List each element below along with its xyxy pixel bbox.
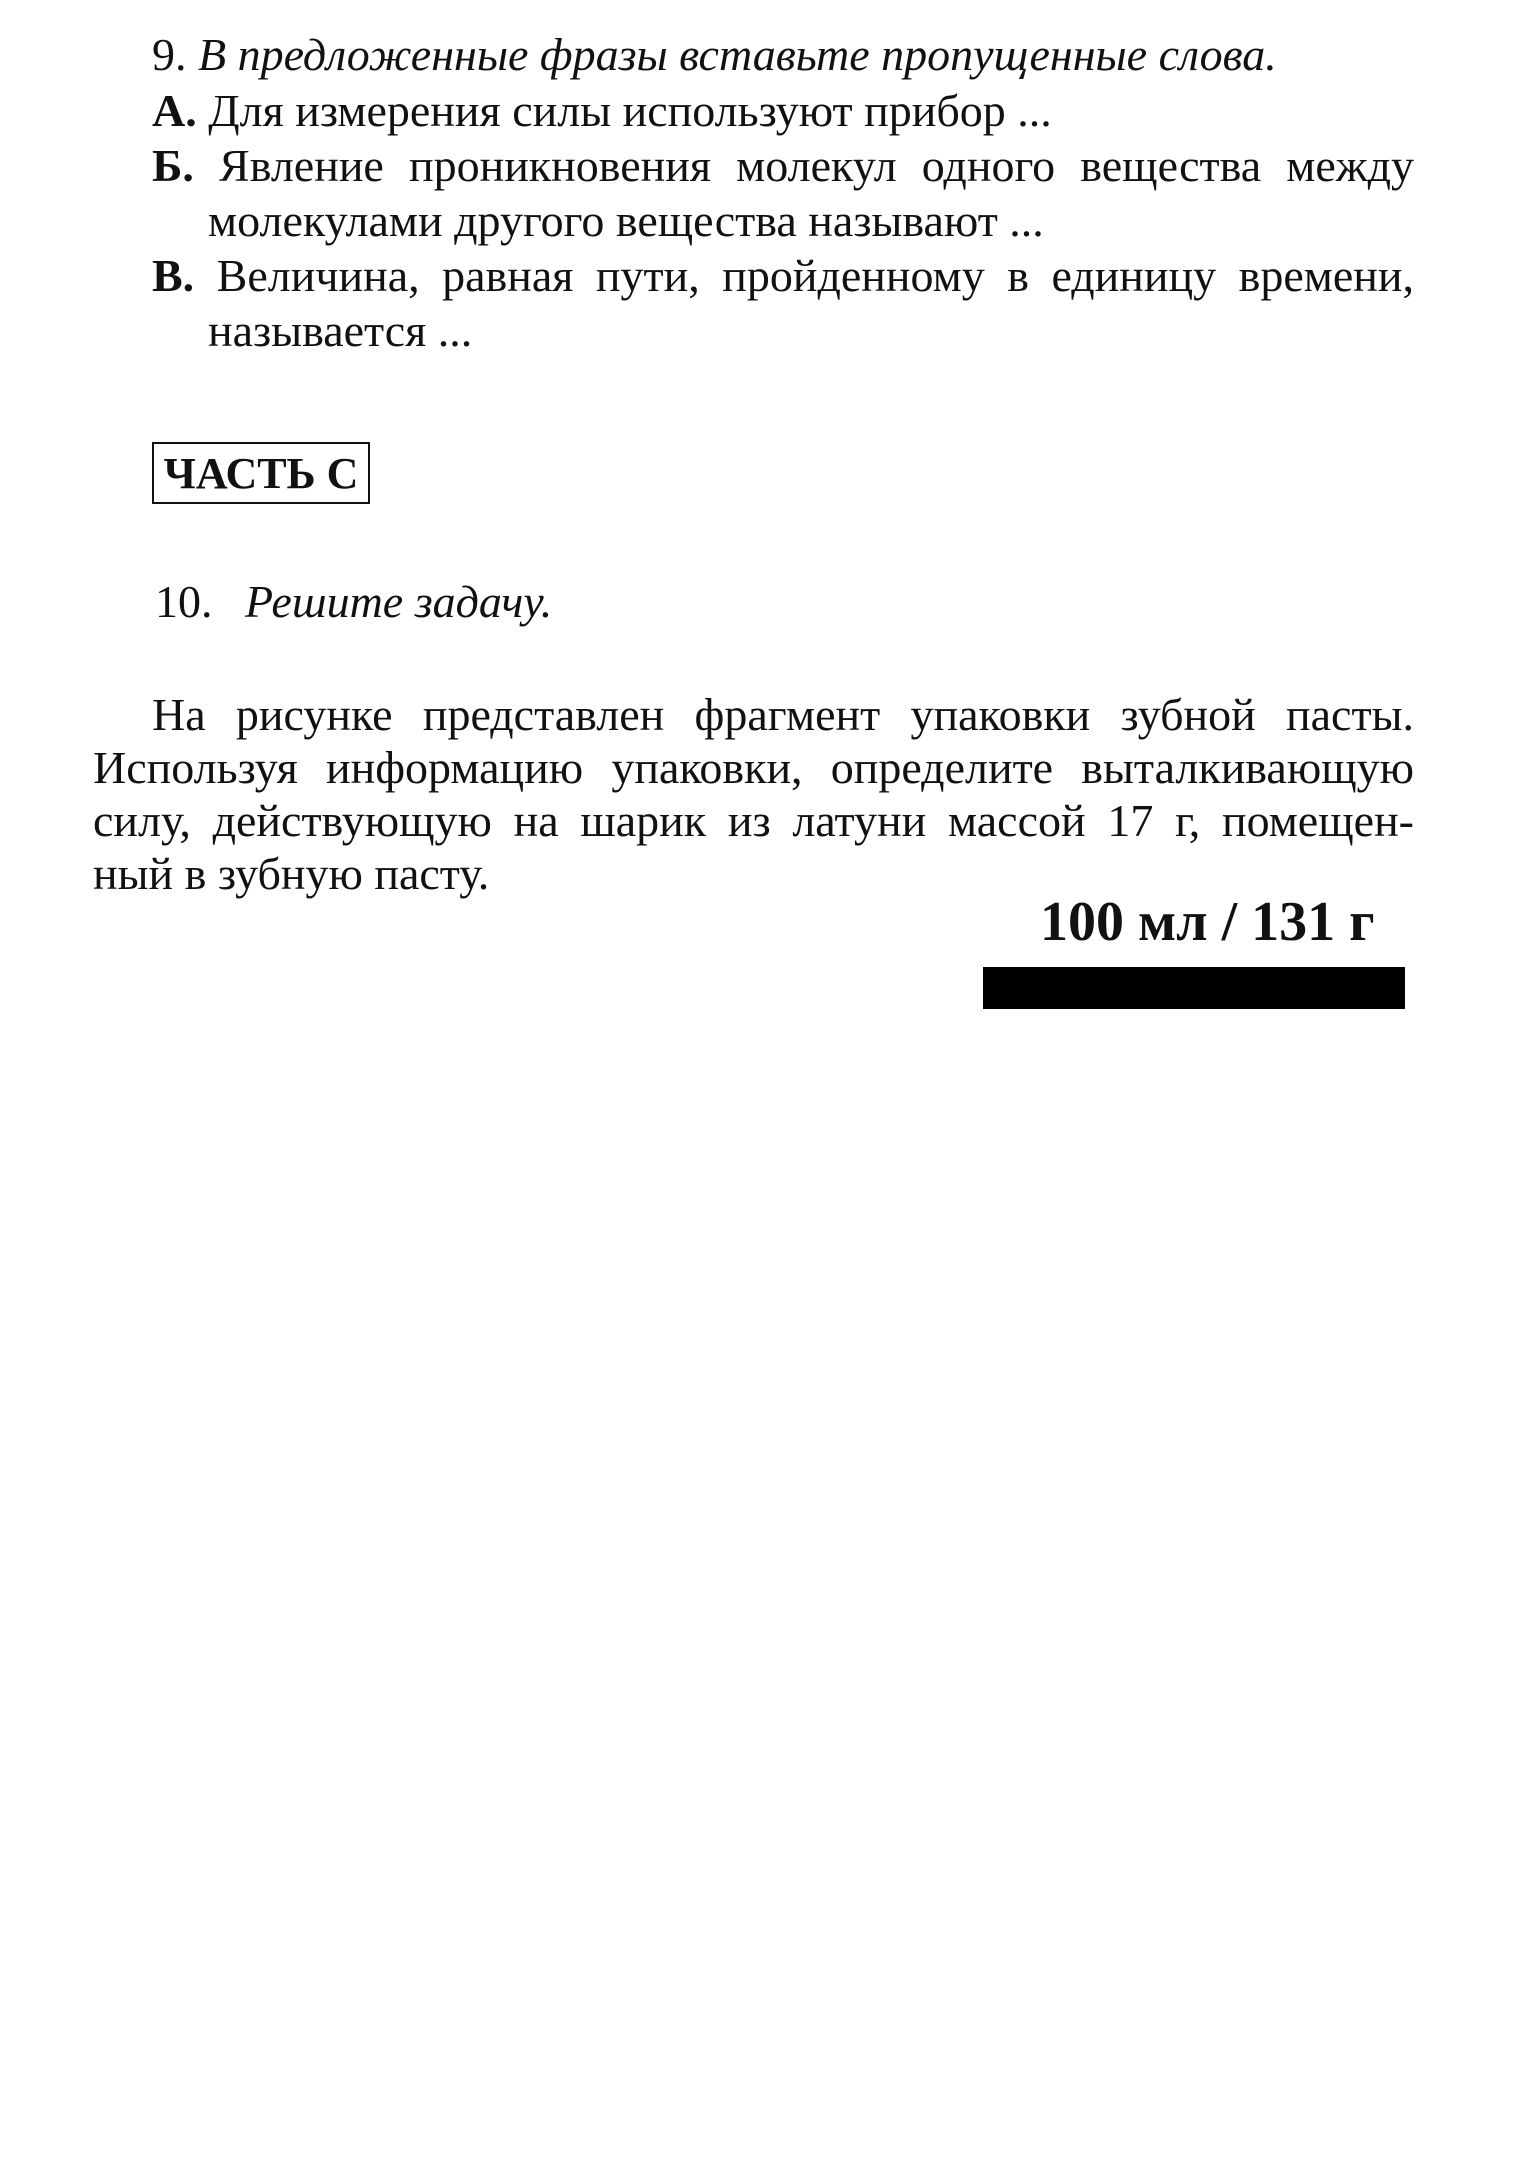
question-10-number: 10. xyxy=(155,576,213,627)
question-9-item-c xyxy=(152,251,1414,302)
question-10-instruction: Решите задачу. xyxy=(245,576,553,627)
item-c-text-line-2: называется ... xyxy=(208,305,473,356)
problem-text-line: ный в зубную пасту. xyxy=(93,848,490,899)
package-volume-mass-label: 100 мл / 131 г xyxy=(1040,891,1375,953)
package-black-bar xyxy=(983,967,1405,1009)
item-b-text-line-1: Явление проникновения молекул одного вещества между xyxy=(219,140,1414,191)
problem-text-line: силу, действующую на шарик из латуни массой 17 г, помещен- xyxy=(93,795,1414,846)
question-9-number: 9. xyxy=(152,29,187,80)
item-a-text: Для измерения силы используют прибор ... xyxy=(208,85,1052,136)
question-10-heading xyxy=(155,577,552,628)
item-c-text-line-1: Величина, равная пути, пройденному в единицу времени, xyxy=(216,250,1414,301)
item-b-letter: Б. xyxy=(152,140,194,191)
question-9-instruction: В предложенные фразы вставьте пропущенные слова. xyxy=(198,29,1277,80)
question-9-heading xyxy=(152,30,1277,81)
question-9-item-b xyxy=(152,141,1414,192)
part-c-heading: ЧАСТЬ С xyxy=(152,442,370,504)
question-9-item-a xyxy=(152,86,1052,137)
item-b-text-line-2: молекулами другого вещества называют ... xyxy=(208,195,1044,246)
problem-text-line: На рисунке представлен фрагмент упаковки зубной пасты. xyxy=(152,689,1414,740)
problem-text-line: Используя информацию упаковки, определите выталкивающую xyxy=(93,742,1414,793)
item-c-letter: В. xyxy=(152,250,195,301)
item-a-letter: А. xyxy=(152,85,197,136)
